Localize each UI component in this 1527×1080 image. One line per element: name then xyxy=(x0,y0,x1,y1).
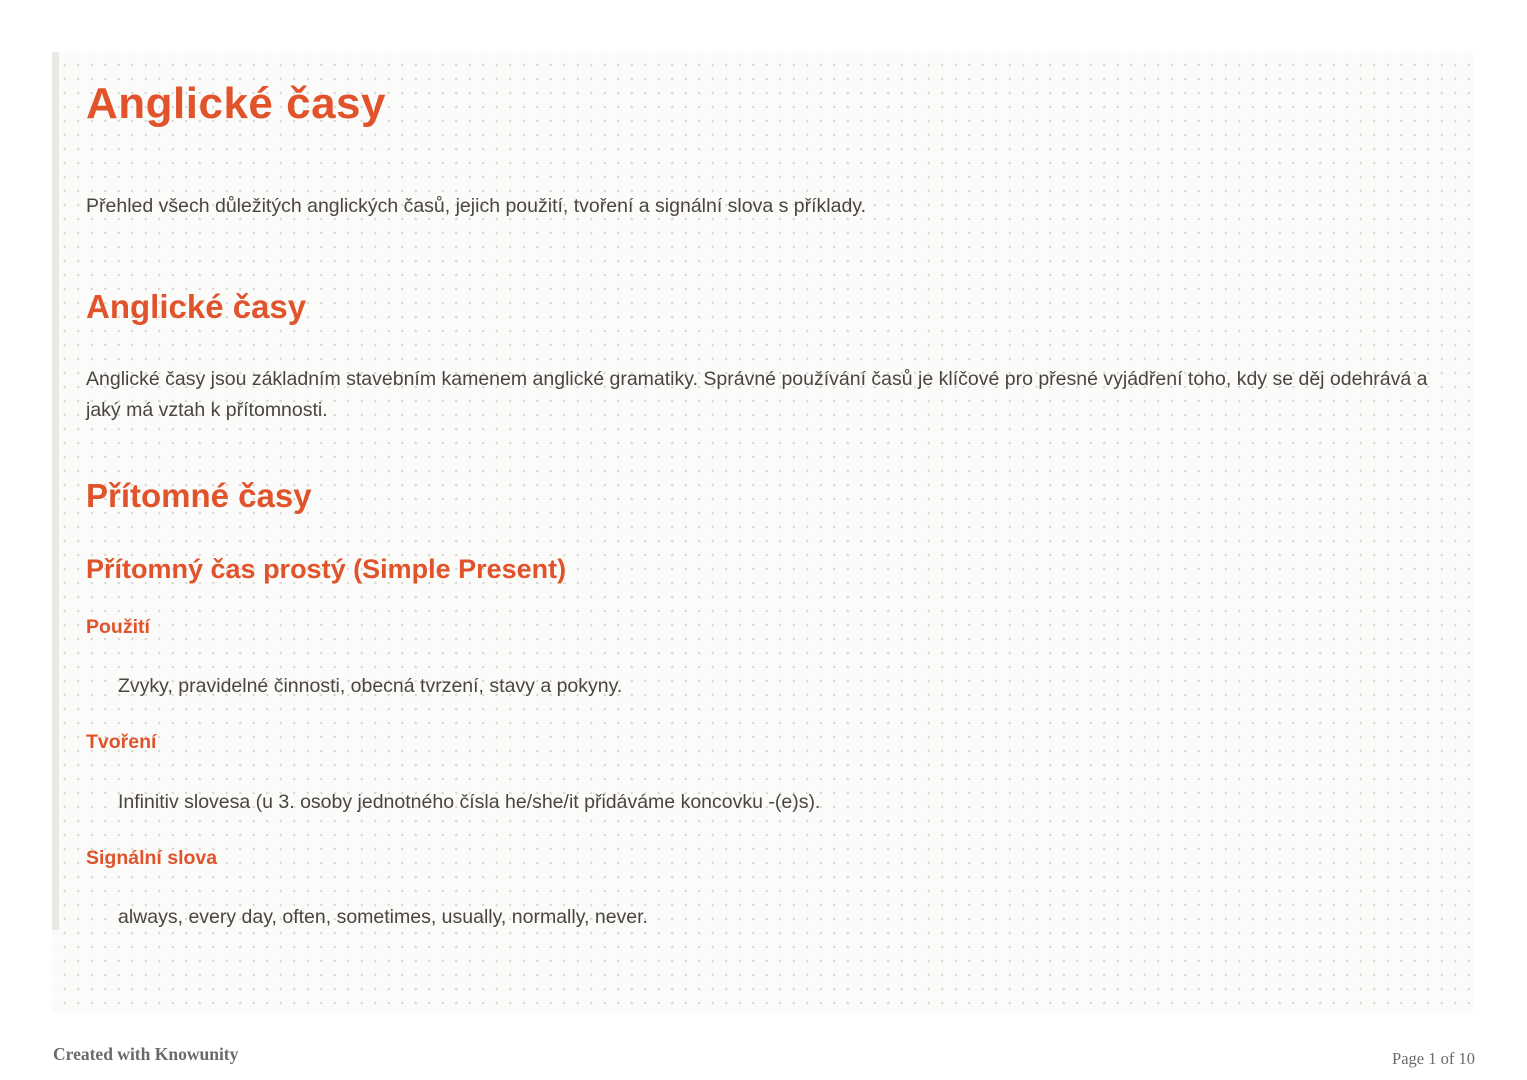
simple-present-heading: Přítomný čas prostý (Simple Present) xyxy=(86,554,567,585)
document-title: Anglické časy xyxy=(86,79,386,128)
usage-text: Zvyky, pravidelné činnosti, obecná tvrzení, stavy a pokyny. xyxy=(118,675,623,698)
dotted-note-sheet xyxy=(52,52,1473,1013)
present-section-heading: Přítomné časy xyxy=(86,476,312,514)
formation-text: Infinitiv slovesa (u 3. osoby jednotného čísla he/she/it přidáváme koncovku -(e)s). xyxy=(118,790,821,813)
footer-page-indicator: Page 1 of 10 xyxy=(1392,1049,1475,1068)
left-edge-bar xyxy=(52,52,59,930)
intro-section-heading: Anglické časy xyxy=(86,288,307,326)
intro-section-body: Anglické časy jsou základním stavebním kamenem anglické gramatiky. Správné používání časů je klíčové pro přesné vyjádření toho, kdy se děj odehrává a jaký má vztah k přítomnosti. xyxy=(86,367,1428,422)
signal-words-label: Signální slova xyxy=(86,846,218,869)
formation-label: Tvoření xyxy=(86,731,157,754)
document-content xyxy=(86,52,1446,932)
footer-credit: Created with Knowunity xyxy=(53,1044,239,1064)
signal-words-text: always, every day, often, sometimes, usually, normally, never. xyxy=(118,906,648,929)
document-subtitle: Přehled všech důležitých anglických časů, jejich použití, tvoření a signální slova s příklady. xyxy=(86,194,867,217)
usage-label: Použití xyxy=(86,615,150,638)
